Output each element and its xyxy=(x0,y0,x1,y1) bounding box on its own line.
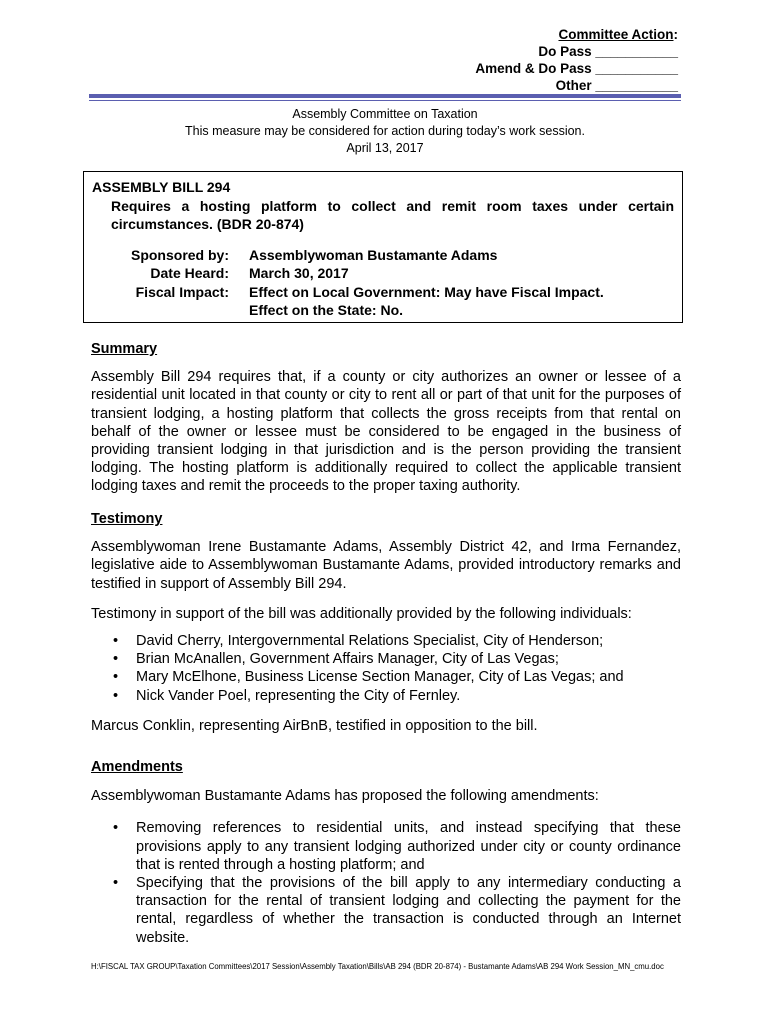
testimony-opposition: Marcus Conklin, representing AirBnB, testified in opposition to the bill. xyxy=(91,717,538,734)
committee-name: Assembly Committee on Taxation xyxy=(292,107,478,121)
sponsored-by-value: Assemblywoman Bustamante Adams xyxy=(249,246,498,263)
work-session-note: This measure may be considered for action during today’s work session. xyxy=(185,124,585,138)
list-item: • Specifying that the provisions of the bill apply to any intermediary conducting a transaction for the rental of transient lodging and collecting the payment for the rental, regardless of whether the transaction is conducted through an Internet website. xyxy=(91,874,681,947)
list-item: • Removing references to residential units, and instead specifying that these provisions apply to any transient lodging authorized under city or county ordinance that is rented through a hosting platform; and xyxy=(91,819,681,874)
amendments-intro: Assemblywoman Bustamante Adams has proposed the following amendments: xyxy=(91,788,599,805)
bill-description: Requires a hosting platform to collect and remit room taxes under certain circumstances. (BDR 20-874) xyxy=(111,197,674,232)
list-item: • Mary McElhone, Business License Section Manager, City of Las Vegas; and xyxy=(91,668,681,686)
footer-file-path: H:\FISCAL TAX GROUP\Taxation Committees\2017 Session\Assembly Taxation\Bills\AB 294 (BDR 20-874) - Bustamante Adams\AB 294 Work Session_MN_cmu.doc xyxy=(91,962,664,971)
list-item: • David Cherry, Intergovernmental Relations Specialist, City of Henderson; xyxy=(91,632,681,650)
date-heard-label: Date Heard: xyxy=(150,265,229,281)
fiscal-impact-label: Fiscal Impact: xyxy=(135,283,229,300)
fiscal-state-value: Effect on the State: No. xyxy=(249,302,404,318)
amendments-heading: Amendments xyxy=(91,759,183,775)
bill-info-box xyxy=(83,171,683,323)
supporters-list xyxy=(91,632,681,705)
bill-meta xyxy=(92,246,674,320)
testimony-heading: Testimony xyxy=(91,511,163,527)
committee-action-block: Committee Action: Do Pass ___________ Amend & Do Pass ___________ Other ___________ xyxy=(475,27,678,93)
date-heard-value: March 30, 2017 xyxy=(249,265,349,281)
list-item: • Brian McAnallen, Government Affairs Manager, City of Las Vegas; xyxy=(91,650,681,668)
amendments-section xyxy=(91,758,681,947)
amend-do-pass-line: Amend & Do Pass ___________ xyxy=(475,61,678,76)
committee-action-title: Committee Action xyxy=(558,27,674,42)
header-rule-thin xyxy=(89,100,681,101)
list-item: • Nick Vander Poel, representing the City of Fernley. xyxy=(91,687,681,705)
other-line: Other ___________ xyxy=(555,78,678,93)
bill-title: ASSEMBLY BILL 294 xyxy=(92,179,231,195)
header xyxy=(89,106,681,157)
sponsored-by-label: Sponsored by: xyxy=(130,246,229,263)
testimony-section xyxy=(91,510,681,735)
fiscal-local-value: Effect on Local Government: May have Fiscal Impact. xyxy=(249,283,604,300)
summary-text: Assembly Bill 294 requires that, if a county or city authorizes an owner or lessee of a residential unit located in that county or city to rent all or part of that unit for the purposes of transient lodging, a hosting platform that collects the gross receipts from that rental on behalf of the owner or lessee must be considered to be engaged in the business of providing transient lodging in that jurisdiction and is the person providing the transient lodging. The hosting platform is additionally required to collect the applicable transient lodging taxes and remit the proceeds to the proper taxing authority. xyxy=(91,369,681,495)
header-rule-thick xyxy=(89,94,681,98)
do-pass-line: Do Pass ___________ xyxy=(538,44,678,59)
amendments-list xyxy=(91,819,681,946)
summary-heading: Summary xyxy=(91,341,158,357)
summary-section xyxy=(91,340,681,496)
session-date: April 13, 2017 xyxy=(346,141,424,155)
testimony-intro: Assemblywoman Irene Bustamante Adams, Assembly District 42, and Irma Fernandez, legislative aide to Assemblywoman Bustamante Adams, provided introductory remarks and testified in support of Assembly Bill 294. xyxy=(91,539,681,592)
testimony-support-intro: Testimony in support of the bill was additionally provided by the following individuals: xyxy=(91,605,632,622)
